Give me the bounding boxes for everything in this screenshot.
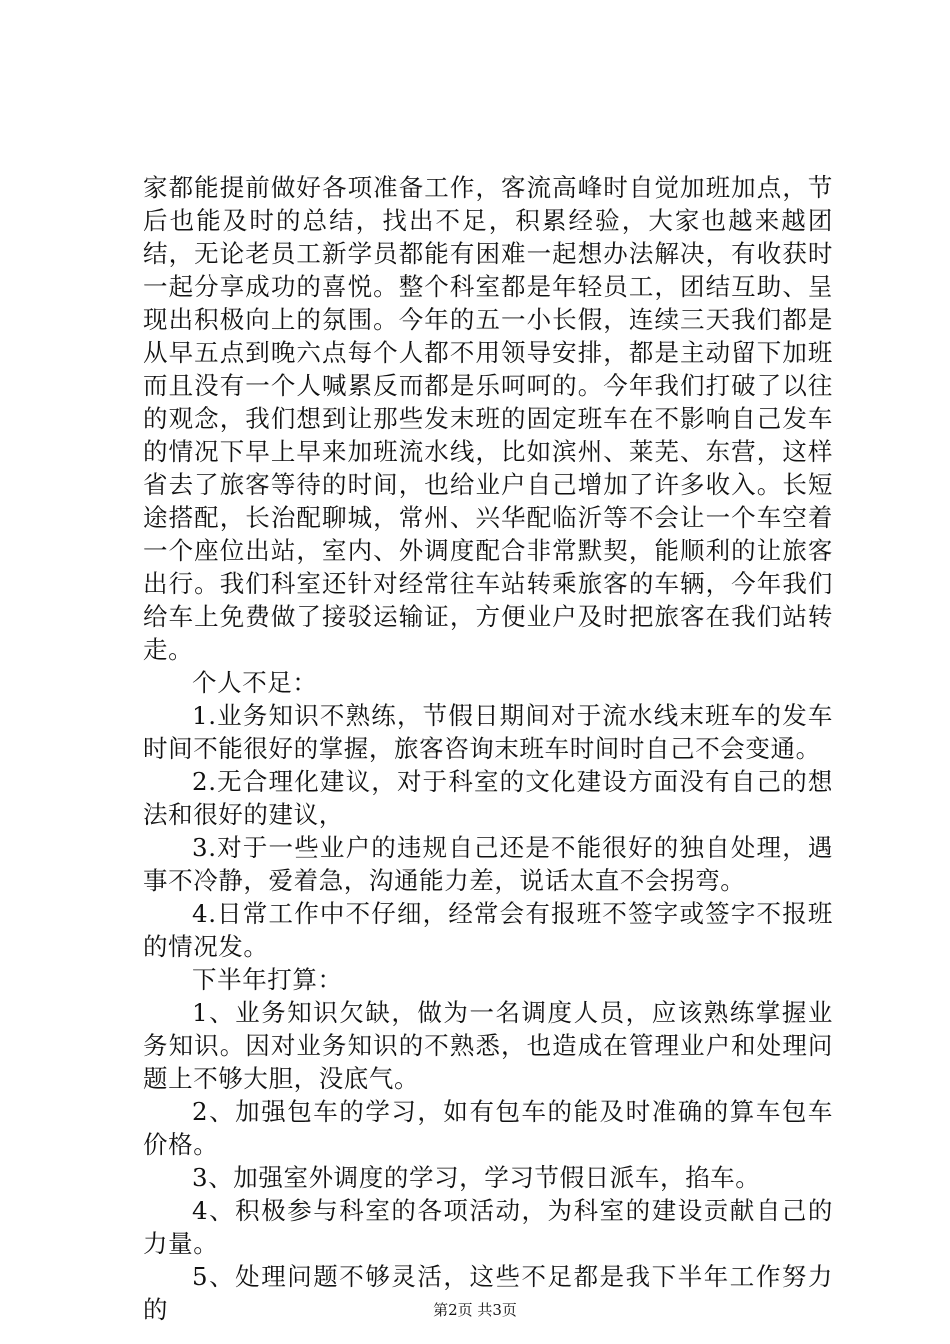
plan-item-4: 4、积极参与科室的各项活动，为科室的建设贡献自己的力量。 bbox=[143, 1196, 833, 1258]
shortcoming-item-4: 4.日常工作中不仔细，经常会有报班不签字或签字不报班的情况发。 bbox=[143, 899, 833, 961]
paragraph-intro: 家都能提前做好各项准备工作，客流高峰时自觉加班加点，节后也能及时的总结，找出不足，积累经验，大家也越来越团结，无论老员工新学员都能有困难一起想办法解决，有收获时一起分享成功的喜悦。整个科室都是年轻员工，团结互助、呈现出积极向上的氛围。今年的五一小长假，连续三天我们都是从早五点到晚六点每个人都不用领导安排，都是主动留下加班而且没有一个人喊累反而都是乐呵呵的。今年我们打破了以往的观念，我们想到让那些发末班的固定班车在不影响自己发车的情况下早上早来加班流水线，比如滨州、莱芜、东营，这样省去了旅客等待的时间，也给业户自己增加了许多收入。长短途搭配，长治配聊城，常州、兴华配临沂等不会让一个车空着一个座位出站，室内、外调度配合非常默契，能顺利的让旅客出行。我们科室还针对经常往车站转乘旅客的车辆，今年我们给车上免费做了接驳运输证，方便业户及时把旅客在我们站转走。 bbox=[143, 173, 833, 664]
plan-item-2: 2、加强包车的学习，如有包车的能及时准确的算车包车价格。 bbox=[143, 1097, 833, 1159]
page-number-footer: 第2页 共3页 bbox=[433, 1301, 517, 1319]
shortcoming-item-1: 1.业务知识不熟练，节假日期间对于流水线末班车的发车时间不能很好的掌握，旅客咨询末班车时间时自己不会变通。 bbox=[143, 701, 833, 763]
plan-item-1: 1、业务知识欠缺，做为一名调度人员，应该熟练掌握业务知识。因对业务知识的不熟悉，也造成在管理业户和处理问题上不够大胆，没底气。 bbox=[143, 998, 833, 1093]
document-body bbox=[143, 171, 833, 1326]
plan-item-3: 3、加强室外调度的学习，学习节假日派车，掐车。 bbox=[192, 1163, 761, 1192]
heading-personal-shortcomings: 个人不足： bbox=[192, 668, 318, 697]
shortcoming-item-3: 3.对于一些业户的违规自己还是不能很好的独自处理，遇事不冷静，爱着急，沟通能力差，说话太直不会拐弯。 bbox=[143, 833, 833, 895]
heading-second-half-plan: 下半年打算： bbox=[192, 965, 343, 994]
plan-item-5: 5、处理问题不够灵活，这些不足都是我下半年工作努力的 bbox=[143, 1262, 833, 1324]
shortcoming-item-2: 2.无合理化建议，对于科室的文化建设方面没有自己的想法和很好的建议， bbox=[143, 767, 833, 829]
